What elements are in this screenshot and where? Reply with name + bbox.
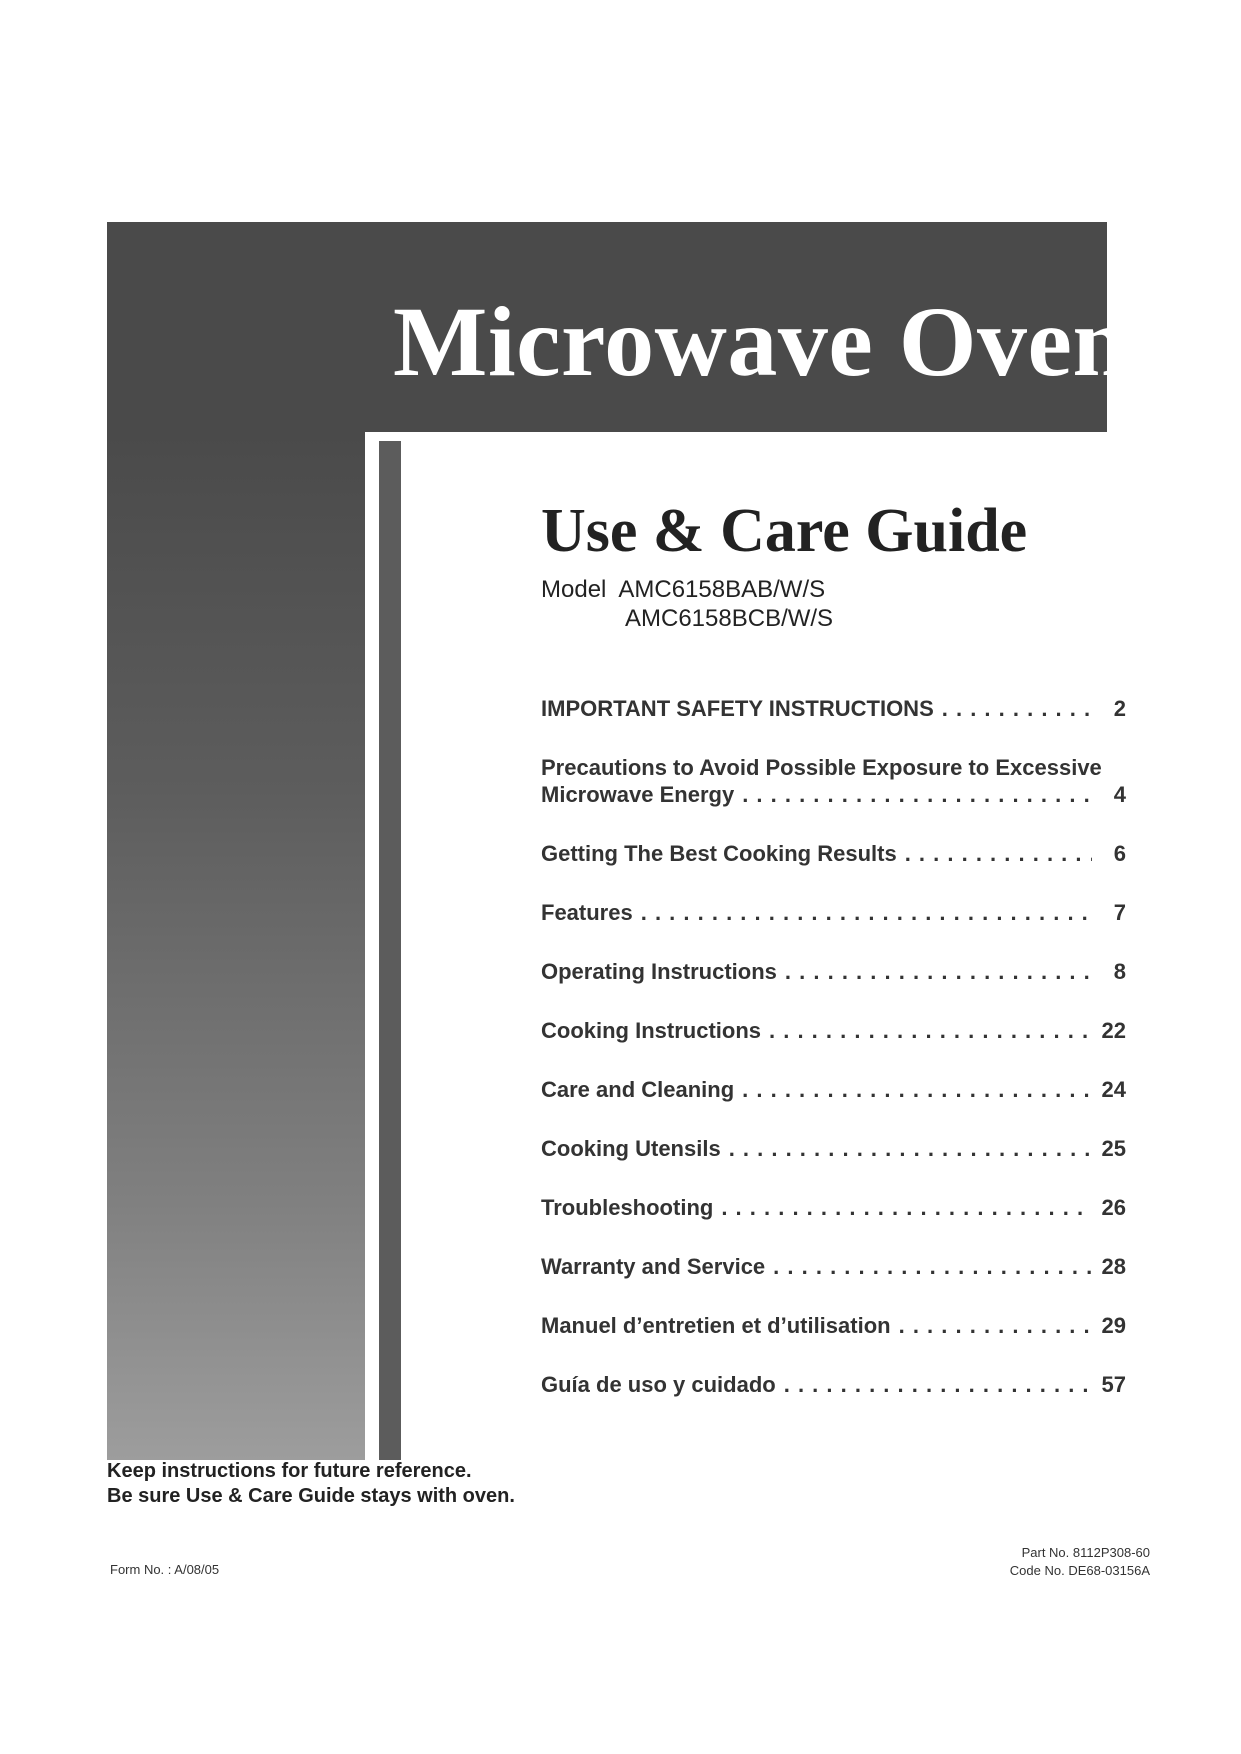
toc-item-page: 4 — [1113, 782, 1126, 807]
part-code-block — [1010, 1544, 1150, 1580]
document-subtitle: Use & Care Guide — [541, 497, 1028, 565]
model-line-2: AMC6158BCB/W/S — [625, 604, 834, 632]
toc-item-label: Getting The Best Cooking Results — [541, 841, 897, 866]
toc-item-page: 2 — [1113, 696, 1126, 721]
toc-item[interactable] — [541, 1135, 1126, 1162]
toc-item-label: Microwave Energy — [541, 782, 735, 807]
toc-item-label: Features — [541, 900, 633, 925]
vertical-stripe — [379, 441, 401, 1460]
toc-item-label: Warranty and Service — [541, 1254, 766, 1279]
toc-item-label: IMPORTANT SAFETY INSTRUCTIONS — [541, 696, 934, 721]
toc-item[interactable] — [541, 754, 1126, 808]
toc-item-page: 24 — [1101, 1077, 1126, 1102]
toc-item[interactable] — [541, 899, 1126, 926]
keep-note-line-2: Be sure Use & Care Guide stays with oven. — [107, 1485, 515, 1507]
toc-leader-dots — [905, 840, 1092, 867]
toc-leader-dots — [769, 1017, 1092, 1044]
toc-item-label: Troubleshooting — [541, 1195, 714, 1220]
toc-leader-dots — [742, 781, 1092, 808]
model-line-1: Model AMC6158BAB/W/S — [541, 576, 826, 603]
toc-item-page: 8 — [1113, 959, 1126, 984]
toc-item-page: 28 — [1101, 1254, 1126, 1279]
toc-item[interactable] — [541, 1076, 1126, 1103]
toc-item-label-line1: Precautions to Avoid Possible Exposure to Excessive — [541, 755, 1102, 780]
document-title: Microwave Oven — [393, 286, 1129, 397]
toc-item[interactable] — [541, 1371, 1126, 1398]
toc-item[interactable] — [541, 1312, 1126, 1339]
toc-leader-dots — [742, 1076, 1092, 1103]
toc-item-label: Cooking Utensils — [541, 1136, 721, 1161]
model-numbers — [541, 576, 833, 634]
toc-leader-dots — [721, 1194, 1092, 1221]
toc-item[interactable] — [541, 695, 1126, 722]
toc-item-page: 57 — [1101, 1372, 1126, 1397]
toc-leader-dots — [773, 1253, 1092, 1280]
keep-note-line-1: Keep instructions for future reference. — [107, 1460, 472, 1482]
toc-item-page: 22 — [1101, 1018, 1126, 1043]
toc-item-page: 6 — [1113, 841, 1126, 866]
toc-leader-dots — [784, 1371, 1092, 1398]
toc-leader-dots — [899, 1312, 1092, 1339]
toc-item[interactable] — [541, 840, 1126, 867]
form-number: Form No. : A/08/05 — [110, 1562, 220, 1577]
toc-item[interactable] — [541, 1253, 1126, 1280]
toc-item[interactable] — [541, 1017, 1126, 1044]
toc-item-page: 26 — [1101, 1195, 1126, 1220]
side-gradient-band — [107, 430, 365, 1460]
toc-item-label: Manuel d’entretien et d’utilisation — [541, 1313, 891, 1338]
toc-item-page: 7 — [1113, 900, 1126, 925]
toc-item-page: 29 — [1101, 1313, 1126, 1338]
toc-item-page: 25 — [1101, 1136, 1126, 1161]
toc-item-label: Care and Cleaning — [541, 1077, 735, 1102]
table-of-contents — [541, 695, 1126, 1430]
toc-item-label: Cooking Instructions — [541, 1018, 761, 1043]
part-number: Part No. 8112P308-60 — [1021, 1545, 1150, 1560]
toc-item[interactable] — [541, 1194, 1126, 1221]
toc-leader-dots — [942, 695, 1092, 722]
toc-leader-dots — [785, 958, 1092, 985]
toc-item-label: Guía de uso y cuidado — [541, 1372, 776, 1397]
toc-item-label: Operating Instructions — [541, 959, 777, 984]
toc-leader-dots — [729, 1135, 1092, 1162]
toc-leader-dots — [641, 899, 1092, 926]
keep-instructions-note — [107, 1459, 515, 1509]
toc-item[interactable] — [541, 958, 1126, 985]
code-number: Code No. DE68-03156A — [1009, 1563, 1150, 1578]
